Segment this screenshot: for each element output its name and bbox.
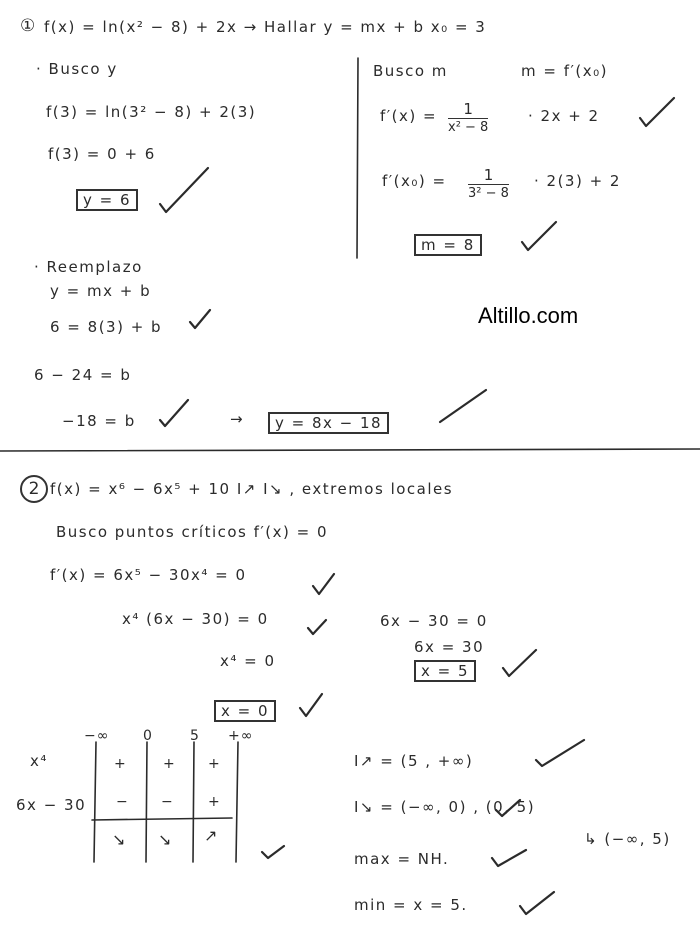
checkmark-icon [262, 846, 284, 858]
local-min: min = x = 5. [354, 896, 468, 914]
arrow-icon: → [230, 410, 245, 428]
sign-cell: − [116, 794, 128, 810]
p2-line1: f′(x) = 6x⁵ − 30x⁴ = 0 [50, 566, 247, 584]
checkmark-icon [640, 98, 674, 126]
p2-side1: 6x − 30 = 0 [380, 612, 488, 630]
sign-cell: + [114, 756, 126, 772]
eval-fraction [468, 166, 509, 201]
checkmark-icon [313, 574, 334, 594]
p1-left-line2: f(3) = 0 + 6 [48, 145, 156, 163]
p1-left-line1: f(3) = ln(3² − 8) + 2(3) [46, 103, 257, 121]
checkmark-icon [308, 620, 326, 634]
reemplazo-heading: · Reemplazo [34, 258, 143, 276]
decreasing-union: ↳ (−∞, 5) [584, 830, 671, 848]
replace-line3: 6 − 24 = b [34, 366, 132, 384]
p2-result-b: x = 5 [414, 660, 476, 682]
table-tick: 5 [190, 728, 200, 744]
busco-y-heading: · Busco y [36, 60, 118, 78]
checkmark-icon [492, 850, 526, 866]
checkmark-icon [503, 650, 536, 676]
table-line [94, 742, 96, 862]
busco-m-heading: Busco m [373, 62, 448, 80]
eval-denominator: 3² − 8 [468, 186, 509, 201]
replace-line4: −18 = b [62, 412, 136, 430]
trend-arrow-icon: ↘ [112, 830, 126, 849]
derivative-numerator: 1 [448, 100, 488, 119]
table-line [92, 818, 232, 820]
p2-result-a: x = 0 [214, 700, 276, 722]
sign-cell: − [161, 794, 173, 810]
p1-left-result: y = 6 [76, 189, 138, 211]
eval-lhs: f′(x₀) = [382, 172, 447, 190]
table-tick: +∞ [228, 728, 254, 744]
table-row-label: 6x − 30 [16, 796, 87, 814]
sign-cell: + [163, 756, 175, 772]
checkmark-icon [520, 892, 554, 914]
watermark: Altillo.com [478, 303, 579, 328]
table-line [236, 742, 238, 862]
p2-side2: 6x = 30 [414, 638, 485, 656]
problem1-number: ① [20, 16, 37, 36]
problem2-statement: f(x) = x⁶ − 6x⁵ + 10 I↗ I↘ , extremos locales [50, 480, 454, 498]
checkmark-icon [536, 740, 584, 766]
checkmark-icon [160, 400, 188, 426]
derivative-rhs: · 2x + 2 [528, 107, 600, 125]
decreasing-interval: I↘ = (−∞, 0) , (0, 5) [354, 798, 536, 816]
sign-cell: + [208, 794, 220, 810]
problem1-statement: f(x) = ln(x² − 8) + 2x → Hallar y = mx + b x₀ = 3 [44, 18, 487, 36]
checkmark-icon [522, 222, 556, 250]
trend-arrow-icon: ↗ [204, 826, 218, 845]
replace-line2: 6 = 8(3) + b [50, 318, 163, 336]
table-row-label: x⁴ [30, 752, 48, 770]
tangent-line-result: y = 8x − 18 [268, 412, 389, 434]
p2-line2: x⁴ (6x − 30) = 0 [122, 610, 269, 628]
p1-right-result: m = 8 [414, 234, 482, 256]
checkmark-icon [300, 694, 322, 716]
table-tick: −∞ [84, 728, 110, 744]
increasing-interval: I↗ = (5 , +∞) [354, 752, 474, 770]
derivative-denominator: x² − 8 [448, 120, 489, 135]
critical-points-heading: Busco puntos críticos f′(x) = 0 [56, 523, 329, 541]
trend-arrow-icon: ↘ [158, 830, 172, 849]
checkmark-icon [190, 310, 210, 328]
vertical-divider [357, 58, 358, 258]
eval-rhs: · 2(3) + 2 [534, 172, 621, 190]
eval-numerator: 1 [468, 166, 509, 185]
checkmark-icon [160, 168, 208, 212]
checkmark-icon [440, 390, 486, 422]
table-line [146, 742, 147, 862]
horizontal-divider [0, 449, 700, 451]
sign-cell: + [208, 756, 220, 772]
p2-line3: x⁴ = 0 [220, 652, 276, 670]
local-max: max = NH. [354, 850, 450, 868]
replace-line1: y = mx + b [50, 282, 152, 300]
m-definition: m = f′(x₀) [521, 62, 608, 80]
problem2-number: 2 [20, 475, 48, 503]
derivative-lhs: f′(x) = [380, 107, 438, 125]
table-tick: 0 [143, 728, 153, 744]
derivative-fraction [448, 100, 488, 135]
table-line [193, 742, 194, 862]
